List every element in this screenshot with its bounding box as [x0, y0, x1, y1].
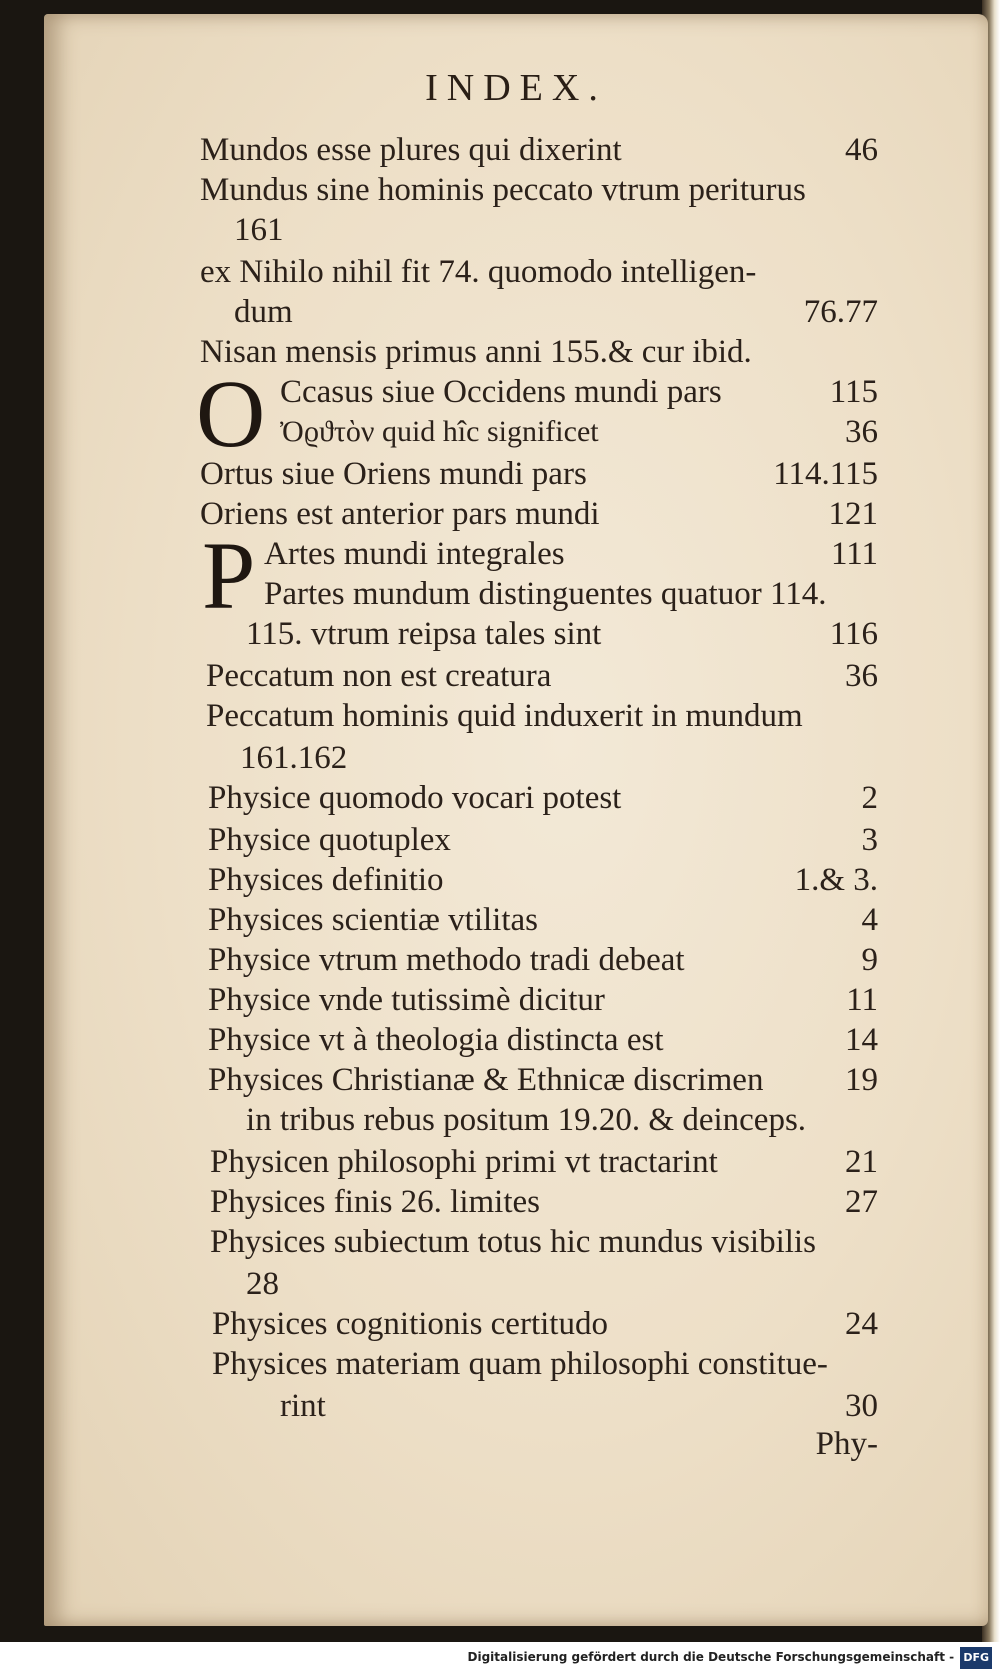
- footer-text: Digitalisierung gefördert durch die Deutsche Forschungsgemeinschaft -: [467, 1650, 955, 1664]
- index-entry: Oriens est anterior pars mundi: [200, 496, 600, 532]
- index-page-number: 9: [861, 942, 878, 978]
- index-entry: ex Nihilo nihil fit 74. quomodo intelligen-: [200, 254, 757, 290]
- index-entry-continuation: 115. vtrum reipsa tales sint: [246, 616, 602, 652]
- index-entry-continuation: rint: [280, 1388, 326, 1424]
- index-page-number: 24: [845, 1306, 878, 1342]
- index-entry: Physice quotuplex: [208, 822, 451, 858]
- index-page-number: 11: [846, 982, 878, 1018]
- book-page: [44, 14, 988, 1626]
- index-entry: Mundus sine hominis peccato vtrum periturus: [200, 172, 806, 208]
- index-page-number: 21: [845, 1144, 878, 1180]
- index-entry: Physice vnde tutissimè dicitur: [208, 982, 605, 1018]
- index-entry: Physices subiectum totus hic mundus visibilis: [210, 1224, 816, 1260]
- index-page-number: 114.115: [773, 456, 878, 492]
- index-entry: Physices cognitionis certitudo: [212, 1306, 608, 1342]
- index-entry-continuation: 161.162: [240, 740, 348, 776]
- index-entry: Physices finis 26. limites: [210, 1184, 540, 1220]
- index-entry: Mundos esse plures qui dixerint: [200, 132, 622, 168]
- index-page-number: 30: [845, 1388, 878, 1424]
- drop-cap-o: O: [196, 360, 266, 467]
- index-entry: Nisan mensis primus anni 155.& cur ibid.: [200, 334, 752, 370]
- index-entry: Physicen philosophi primi vt tractarint: [210, 1144, 718, 1180]
- index-page-number: 19: [845, 1062, 878, 1098]
- index-page-number: 3: [861, 822, 878, 858]
- index-entry: Partes mundum distinguentes quatuor 114.: [264, 576, 827, 612]
- index-page-number: 2: [861, 780, 878, 816]
- index-entry: Physices materiam quam philosophi constitue-: [212, 1346, 828, 1382]
- index-entry-greek: Ὀϱϑτὸν quid hîc significet: [280, 415, 599, 448]
- index-page-number: 1.& 3.: [794, 862, 878, 898]
- index-entry: Artes mundi integrales: [264, 536, 565, 572]
- index-page-number: 14: [845, 1022, 878, 1058]
- index-page-number: 36: [845, 414, 878, 450]
- index-entry: Physice vt à theologia distincta est: [208, 1022, 664, 1058]
- index-page-number: 36: [845, 658, 878, 694]
- index-entry: Peccatum non est creatura: [206, 658, 552, 694]
- index-entry: Ccasus siue Occidens mundi pars: [280, 374, 722, 410]
- index-entry-continuation: dum: [234, 294, 293, 330]
- index-entry-continuation: in tribus rebus positum 19.20. & deinceps.: [246, 1102, 807, 1138]
- digitization-footer: [0, 1646, 1000, 1671]
- index-page-number: 4: [861, 902, 878, 938]
- index-page-number: 111: [830, 536, 878, 572]
- index-entry: Physice vtrum methodo tradi debeat: [208, 942, 685, 978]
- index-page-number: 116: [829, 616, 878, 652]
- index-entry: Physice quomodo vocari potest: [208, 780, 622, 816]
- drop-cap-p: P: [202, 522, 256, 629]
- index-entry: Physices Christianæ & Ethnicæ discrimen: [208, 1062, 764, 1098]
- index-page-number: 27: [845, 1184, 878, 1220]
- page-header: INDEX.: [425, 67, 607, 109]
- index-page-number: 121: [828, 496, 878, 532]
- index-page-number: 76.77: [803, 294, 878, 330]
- index-entry-continuation: 28: [246, 1266, 279, 1302]
- index-page-number: 115: [829, 374, 878, 410]
- catchword: Phy-: [815, 1426, 878, 1462]
- index-page-number: 46: [845, 132, 878, 168]
- index-entry: Physices definitio: [208, 862, 444, 898]
- index-entry: Ortus siue Oriens mundi pars: [200, 456, 587, 492]
- index-entry-continuation: 161: [234, 212, 284, 248]
- index-entry: Physices scientiæ vtilitas: [208, 902, 538, 938]
- index-entry: Peccatum hominis quid induxerit in mundum: [206, 698, 803, 734]
- dfg-logo: DFG: [960, 1647, 992, 1669]
